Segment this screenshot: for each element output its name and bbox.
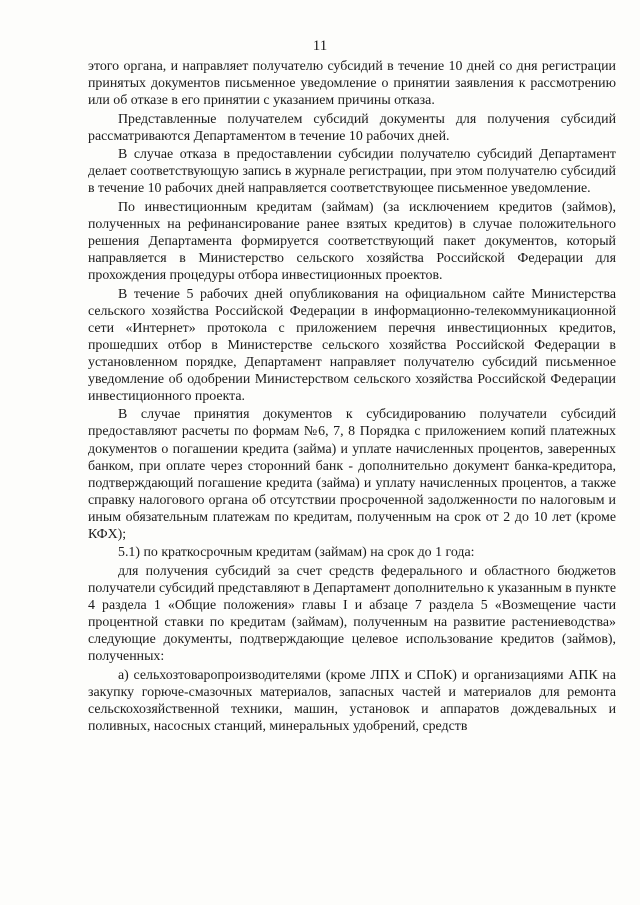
paragraph-subsidy-calculations: В случае принятия документов к субсидированию получатели субсидий предоставляют расчеты по формам №6, 7, 8 Порядка с приложением копий платежных документов о погашении кредита (займа) и уплате начисленных процентов, заверенных банком, при оплате через сторонний банк - дополнительно документ банка-кредитора, подтверждающий погашение кредита (займа) и уплату начисленных процентов, а также справку налогового органа об отсутствии просроченной задолженности по налоговым и иным обязательным платежам по кредитам, полученным на срок от 2 до 10 лет (кроме КФХ); bbox=[88, 407, 616, 542]
document-body bbox=[88, 58, 616, 735]
paragraph-item-a: а) сельхозтоваропроизводителями (кроме ЛПХ и СПоК) и организациями АПК на закупку горюче-смазочных материалов, запасных частей и материалов для ремонта сельскохозяйственной техники, машин, установок и аппаратов дождевальных и поливных, насосных станций, минеральных удобрений, средств bbox=[88, 667, 616, 734]
paragraph-ministry-approval: В течение 5 рабочих дней опубликования на официальном сайте Министерства сельского хозяйства Российской Федерации в информационно-телекоммуникационной сети «Интернет» протокола с приложением перечня инвестиционных кредитов, прошедших отбор в Министерстве сельского хозяйства Российской Федерации в установленном порядке, Департамент направляет получателю субсидий письменное уведомление об одобрении Министерством сельского хозяйства Российской Федерации инвестиционного проекта. bbox=[88, 286, 616, 404]
paragraph-registration-notice: этого органа, и направляет получателю субсидий в течение 10 дней со дня регистрации принятых документов письменное уведомление о принятии заявления к рассмотрению или об отказе в его принятии с указанием причины отказа. bbox=[88, 59, 616, 109]
paragraph-investment-credits: По инвестиционным кредитам (займам) (за исключением кредитов (займов), полученных на рефинансирование ранее взятых кредитов) в случае положительного решения Департамента формируется соответствующий пакет документов, который направляется в Министерство сельского хозяйства Российской Федерации для прохождения процедуры отбора инвестиционных проектов. bbox=[88, 199, 616, 284]
paragraph-short-term-heading: 5.1) по краткосрочным кредитам (займам) на срок до 1 года: bbox=[118, 545, 475, 561]
paragraph-review-period: Представленные получателем субсидий документы для получения субсидий рассматриваются Департаментом в течение 10 рабочих дней. bbox=[88, 111, 616, 144]
paragraph-required-documents: для получения субсидий за счет средств федерального и областного бюджетов получатели субсидий представляют в Департамент дополнительно к указанным в пункте 4 раздела 1 «Общие положения» главы I и абзаце 7 раздела 5 «Возмещение части процентной ставки по кредитам (займам), полученным на развитие растениеводства» следующие документы, подтверждающие целевое использование кредитов (займов), полученных: bbox=[88, 563, 616, 665]
paragraph-refusal: В случае отказа в предоставлении субсидии получателю субсидий Департамент делает соответствующую запись в журнале регистрации, при этом получателю субсидий в течение 10 рабочих дней направляется соответствующее письменное уведомление. bbox=[88, 147, 616, 197]
page-number: 11 bbox=[312, 38, 328, 54]
